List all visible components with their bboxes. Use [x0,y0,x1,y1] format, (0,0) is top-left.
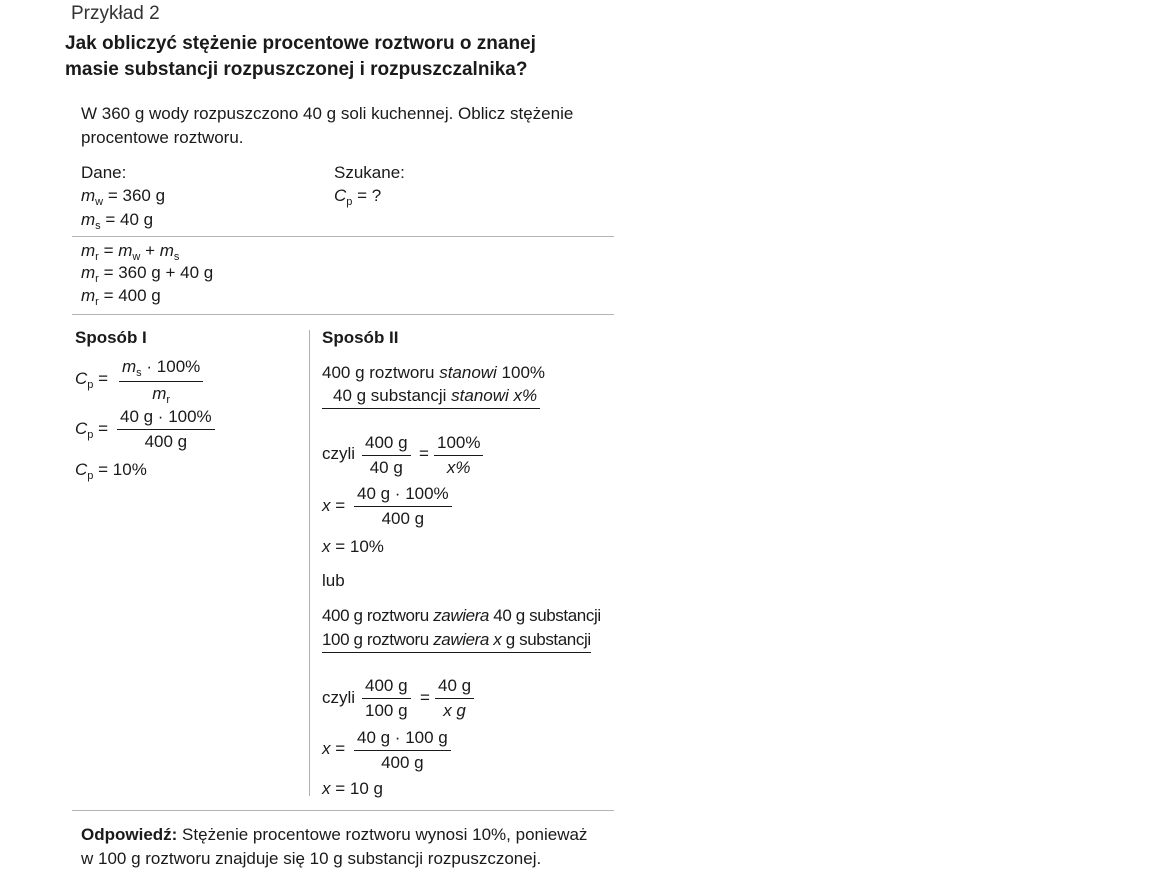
method1-fraction-2 [117,407,215,452]
example-title-line1: Jak obliczyć stężenie procentowe roztworu o znanej [65,33,536,54]
zawiera: zawiera [433,630,489,649]
divider-answer [72,810,614,811]
method1-result [75,460,147,482]
fraction-numerator: 40 g · 100% [354,484,452,507]
sought-value: = ? [352,186,382,205]
method2-fraction-6 [354,728,451,773]
sym-m: m [122,357,137,376]
sub-s: s [173,251,180,263]
fraction-denominator: x% [446,458,471,477]
sub-r: r [166,394,171,406]
fraction-numerator: 40 g · 100% [117,407,215,430]
czyli-2: czyli [322,688,356,707]
sub-s: s [136,367,142,379]
p2-a: 40 g substancji [333,386,452,405]
fraction-denominator: 400 g [381,509,425,528]
equals-2: = [420,688,430,707]
answer-line1 [81,825,587,845]
sought-cp [334,186,381,208]
method1-fraction-1 [119,357,203,406]
method2-heading [322,328,399,348]
p3-a: 400 g roztworu [322,606,434,625]
sub-p: p [87,379,94,391]
x-eq-2 [322,739,345,759]
sym-m: m [81,186,96,205]
fraction-numerator: 400 g [362,676,411,699]
p4-c: g substancji [501,630,591,649]
fraction-denominator: 400 g [381,753,424,772]
fraction-denominator: 40 g [369,458,403,477]
fraction-denominator: x g [443,701,466,720]
fraction-numerator: 400 g [362,433,411,456]
mass-line1 [81,241,179,263]
p4-b: x [488,630,502,649]
x-result-2 [322,779,383,799]
sub-r: r [95,251,99,263]
eq-sign: = [98,241,119,260]
sub-r: r [95,273,99,285]
answer-label: Odpowiedź: [81,825,178,844]
sym-m: m [118,241,133,260]
fraction-numerator: 40 g [435,676,474,699]
fraction-denominator: 100 g [365,701,408,720]
mass-line2 [81,263,213,285]
czyli-1: czyli [322,444,356,463]
equals-1: = [419,444,429,463]
task-line1: W 360 g wody rozpuszczono 40 g soli kuchennej. Oblicz stężenie [81,104,574,123]
p3-b: 40 g substancji [488,606,601,625]
methods-divider [309,330,310,796]
fraction-numerator: 100% [434,433,483,456]
answer-line1-text: Stężenie procentowe roztworu wynosi 10%, ponieważ [177,825,588,844]
divider-mass [72,314,614,315]
sym-x: x [322,496,331,515]
stanowi: stanowi [439,363,497,382]
x-result-value: = 10% [330,537,384,556]
sym-x: x [322,739,331,758]
sub-p: p [346,196,353,208]
sub-s: s [95,220,101,232]
sym-x: x [322,779,331,798]
method2-fraction-1 [362,433,411,478]
zawiera: zawiera [433,606,489,625]
proportion2-line2 [322,630,591,653]
sym-m: m [159,241,174,260]
p1-a: 400 g roztworu [322,363,440,382]
given-ms [81,210,153,232]
method1-cp-label-2 [75,419,108,441]
eq-sign: = [330,739,346,758]
mass-line3-rhs: = 400 g [98,286,161,305]
divider-given [72,236,614,237]
mass-line2-rhs: = 360 g + 40 g [98,263,214,282]
sub-p: p [87,429,94,441]
eq-sign: = [330,496,346,515]
stanowi: stanowi [451,386,509,405]
x-eq-1 [322,496,345,516]
lub: lub [322,571,345,590]
method1-cp-label-1 [75,369,108,391]
method2-fraction-4 [362,676,411,721]
p1-b: 100% [496,363,546,382]
sym-m: m [81,210,96,229]
sym-m: m [81,286,96,305]
fraction-numerator [119,357,203,382]
example-label: Przykład 2 [71,3,160,24]
given-mw [81,186,165,208]
sym-m: m [81,263,96,282]
result-value: = 10% [93,460,147,479]
method1-heading-text: Sposób I [75,328,147,347]
method2-fraction-2 [434,433,483,478]
eq-sign: = [93,419,109,438]
sub-r: r [95,296,99,308]
task-line2: procentowe roztworu. [81,128,244,147]
method2-fraction-3 [354,484,452,529]
p4-a: 100 g roztworu [322,630,434,649]
proportion1-line2 [322,386,540,409]
sym-c: C [75,419,88,438]
fraction-denominator [152,382,170,406]
x-result-value: = 10 g [330,779,383,798]
method2-fraction-5 [435,676,474,721]
sym-x: x [322,537,331,556]
example-title-line2: masie substancji rozpuszczonej i rozpuszczalnika? [65,59,528,80]
sym-c: C [75,369,88,388]
x-result-1 [322,537,384,557]
sub-w: w [95,196,104,208]
fraction-numerator: 40 g · 100 g [354,728,451,751]
ms-value: = 40 g [100,210,154,229]
sym-m: m [81,241,96,260]
sought-heading: Szukane: [334,163,405,182]
proportion2-line1 [322,606,601,626]
given-heading: Dane: [81,163,127,182]
eq-sign: = [93,369,109,388]
sub-w: w [132,251,141,263]
sub-p: p [87,470,94,482]
answer-line2: w 100 g roztworu znajduje się 10 g substancji rozpuszczonej. [81,849,542,868]
sym-m: m [152,384,167,403]
p2-b: x% [508,386,538,405]
plus-sign: + [140,241,160,260]
method2-heading-text: Sposób II [322,328,399,347]
mw-value: = 360 g [103,186,166,205]
proportion1-line1 [322,363,545,383]
mass-line3 [81,286,161,308]
num-rest: · 100% [141,357,201,376]
sym-c: C [75,460,88,479]
method1-heading [75,328,147,348]
fraction-denominator: 400 g [144,432,188,451]
sym-c: C [334,186,347,205]
